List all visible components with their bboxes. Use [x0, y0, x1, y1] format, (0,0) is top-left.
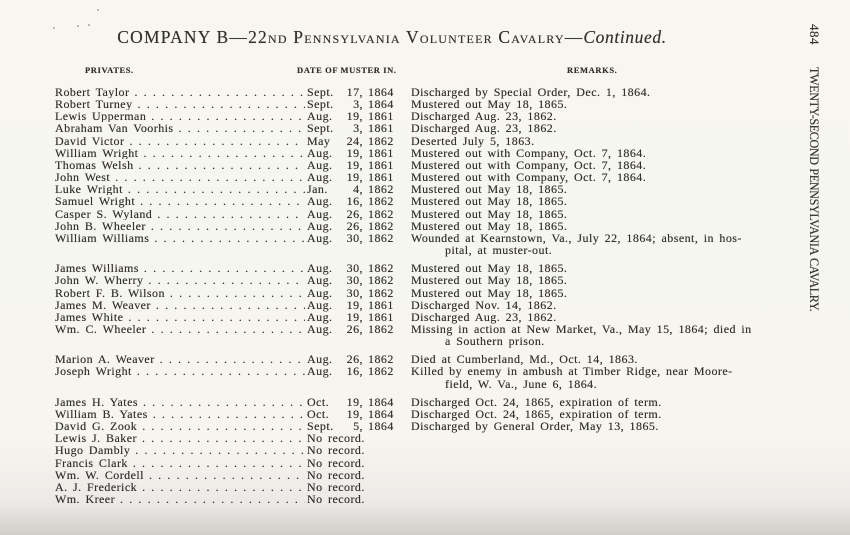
muster-date-cell: [307, 287, 404, 299]
muster-date-year: 1862: [368, 352, 394, 367]
table-row: [55, 208, 815, 220]
dot-leader: [144, 262, 305, 274]
muster-date-year: 1861: [368, 297, 394, 312]
muster-date-month: Aug.: [307, 230, 333, 245]
muster-date-year: 1864: [368, 394, 394, 409]
muster-date-year: 1861: [368, 109, 394, 124]
private-name: John W. Wherry: [55, 274, 144, 287]
remark-text-continued: pital, at muster-out.: [445, 243, 553, 258]
table-row: [55, 287, 815, 299]
muster-date-year: 1862: [368, 182, 394, 197]
muster-date-month: Sept.: [307, 97, 334, 112]
muster-date-year: 1864: [368, 97, 394, 112]
private-name: Robert Taylor: [55, 86, 130, 99]
muster-date-cell: [307, 122, 404, 134]
dot-leader: [129, 135, 305, 147]
muster-date-day: 19 ,: [344, 110, 363, 122]
paper-speck: [88, 24, 90, 26]
muster-date-month: Aug.: [307, 352, 333, 367]
muster-date-month: Aug.: [307, 194, 333, 209]
dot-leader: [149, 469, 305, 481]
margin-running-title: TWENTY-SECOND PENNSYLVANIA CAVALRY.: [807, 67, 821, 312]
private-name: Joseph Wright: [55, 365, 132, 378]
no-record-text: No record.: [307, 431, 365, 446]
no-record-text: No record.: [307, 467, 365, 482]
remark-text: Deserted July 5, 1863.: [411, 133, 535, 148]
muster-date-month: Aug.: [307, 145, 333, 160]
private-name: James M. Weaver: [55, 298, 151, 311]
dot-leader: [133, 457, 305, 469]
remark-text: Mustered out with Company, Oct. 7, 1864.: [411, 145, 647, 160]
private-name-cell: [55, 274, 307, 286]
table-row: [55, 299, 815, 311]
muster-date-cell: [307, 457, 404, 469]
private-name-cell: [55, 86, 307, 98]
remarks-cell: [404, 135, 815, 147]
remark-text: Mustered out May 18, 1865.: [411, 285, 568, 300]
remarks-cell: [404, 365, 815, 389]
dot-leader: [139, 159, 305, 171]
muster-date-day: 17 ,: [344, 86, 363, 98]
private-name-cell: [55, 420, 307, 432]
private-name: William B. Yates: [55, 407, 148, 421]
muster-date-day: 19 ,: [344, 147, 363, 159]
private-name: David Victor: [55, 134, 125, 147]
muster-date-cell: [307, 195, 404, 207]
muster-date-day: 19 ,: [344, 159, 363, 171]
no-record-text: No record.: [307, 443, 365, 458]
remark-text: Mustered out with Company, Oct. 7, 1864.: [411, 157, 647, 172]
private-name-cell: [55, 135, 307, 147]
private-name: James H. Yates: [55, 395, 138, 408]
private-name: A. J. Frederick: [55, 480, 138, 493]
dot-leader: [143, 147, 305, 159]
private-name-cell: [55, 147, 307, 159]
no-record-text: No record.: [307, 455, 365, 470]
muster-date-month: Aug.: [307, 297, 333, 312]
table-row: [55, 365, 815, 389]
private-name: Thomas Welsh: [55, 158, 134, 172]
table-row: [55, 323, 815, 347]
muster-date-day: 19 ,: [344, 396, 363, 408]
remark-text: Killed by enemy in ambush at Timber Ridge, near Moore-: [411, 364, 733, 379]
muster-date-day: 5 ,: [344, 420, 363, 432]
table-row: [55, 195, 815, 207]
remark-text: Discharged by General Order, May 13, 1865.: [411, 419, 659, 434]
no-record-text: No record.: [307, 479, 365, 494]
muster-date-cell: [307, 365, 404, 377]
private-name-cell: [55, 323, 307, 335]
muster-date-year: 1862: [368, 133, 394, 148]
muster-date-cell: [307, 135, 404, 147]
muster-date-day: 26 ,: [344, 353, 363, 365]
page-title: [30, 27, 754, 48]
private-name-cell: [55, 493, 307, 505]
muster-date-cell: [307, 493, 404, 505]
page-number: 484: [807, 24, 822, 45]
muster-date-month: Oct.: [307, 394, 330, 409]
muster-date-year: 1862: [368, 285, 394, 300]
muster-date-month: May: [307, 133, 331, 148]
remark-text: Mustered out May 18, 1865.: [411, 261, 568, 276]
private-name: Abraham Van Voorhis: [55, 122, 174, 135]
dot-leader: [128, 183, 305, 195]
remark-text: Discharged Aug. 23, 1862.: [411, 121, 557, 136]
private-name: Samuel Wright: [55, 195, 136, 208]
remark-text: Discharged Oct. 24, 1865, expiration of term.: [411, 406, 662, 421]
table-row: [55, 135, 815, 147]
no-record-text: No record.: [307, 492, 365, 506]
private-name-cell: [55, 220, 307, 232]
muster-date-year: 1862: [368, 218, 394, 233]
muster-date-day: 3 ,: [344, 98, 363, 110]
muster-date-month: Aug.: [307, 109, 333, 124]
private-name: Lewis Upperman: [55, 110, 147, 123]
remark-text: Discharged Aug. 23, 1862.: [411, 309, 557, 324]
muster-date-year: 1861: [368, 170, 394, 185]
muster-date-day: 4 ,: [344, 183, 363, 195]
muster-date-cell: [307, 274, 404, 286]
remark-text-continued: field, W. Va., June 6, 1864.: [445, 376, 598, 391]
muster-date-month: Aug.: [307, 261, 333, 276]
private-name-cell: [55, 110, 307, 122]
private-name-cell: [55, 469, 307, 481]
muster-date-day: 30 ,: [344, 274, 363, 286]
dot-leader: [153, 408, 305, 420]
remark-text: Mustered out with Company, Oct. 7, 1864.: [411, 170, 647, 185]
remarks-cell: [404, 122, 815, 134]
muster-date-day: 19 ,: [344, 299, 363, 311]
private-name-cell: [55, 195, 307, 207]
private-name-cell: [55, 171, 307, 183]
dot-leader: [179, 122, 305, 134]
muster-date-year: 1864: [368, 406, 394, 421]
dot-leader: [143, 396, 305, 408]
muster-date-month: Aug.: [307, 170, 333, 185]
private-name-cell: [55, 432, 307, 444]
muster-date-cell: [307, 232, 404, 244]
muster-date-day: 3 ,: [344, 122, 363, 134]
remark-text: Missing in action at New Market, Va., May 15, 1864; died in: [411, 321, 752, 336]
muster-date-year: 1861: [368, 145, 394, 160]
dot-leader: [160, 353, 305, 365]
private-name: Francis Clark: [55, 456, 128, 469]
muster-date-year: 1861: [368, 157, 394, 172]
muster-date-day: 19 ,: [344, 171, 363, 183]
dot-leader: [142, 481, 305, 493]
muster-date-month: Aug.: [307, 218, 333, 233]
remarks-cell: [404, 208, 815, 220]
muster-date-year: 1862: [368, 261, 394, 276]
remark-text: Mustered out May 18, 1865.: [411, 194, 568, 209]
muster-date-year: 1861: [368, 309, 394, 324]
page-title-continued: Continued.: [583, 27, 667, 47]
remark-text: Discharged by Special Order, Dec. 1, 1864.: [411, 85, 651, 99]
table-row: [55, 232, 815, 256]
private-name-cell: [55, 232, 307, 244]
muster-date-day: 24 ,: [344, 135, 363, 147]
remark-text: Mustered out May 18, 1865.: [411, 182, 568, 197]
dot-leader: [154, 232, 305, 244]
private-name: James Williams: [55, 262, 139, 275]
muster-date-cell: [307, 208, 404, 220]
muster-date-day: 26 ,: [344, 323, 363, 335]
private-name: John West: [55, 171, 111, 184]
private-name: Robert F. B. Wilson: [55, 286, 165, 299]
table-row: [55, 493, 815, 505]
remarks-cell: [404, 299, 815, 311]
muster-date-day: 30 ,: [344, 262, 363, 274]
table-row: [55, 122, 815, 134]
private-name: David G. Zook: [55, 420, 138, 433]
muster-date-day: 30 ,: [344, 287, 363, 299]
dot-leader: [120, 493, 305, 505]
muster-date-year: 1862: [368, 273, 394, 288]
dot-leader: [134, 86, 305, 98]
private-name: Wm. C. Wheeler: [55, 322, 147, 336]
table-row: [55, 432, 815, 444]
private-name-cell: [55, 408, 307, 420]
muster-date-month: Aug.: [307, 321, 333, 336]
dot-leader: [140, 195, 305, 207]
muster-date-month: Aug.: [307, 157, 333, 172]
private-name: William Wright: [55, 146, 139, 159]
private-name: Lewis J. Baker: [55, 432, 137, 445]
muster-date-cell: [307, 323, 404, 335]
right-margin: [806, 0, 832, 535]
dot-leader: [137, 365, 305, 377]
muster-date-month: Aug.: [307, 309, 333, 324]
muster-date-month: Aug.: [307, 273, 333, 288]
private-name: Wm. Kreer: [55, 493, 116, 506]
muster-date-day: 16 ,: [344, 195, 363, 207]
remark-text: Discharged Aug. 23, 1862.: [411, 109, 557, 124]
dot-leader: [170, 287, 305, 299]
muster-date-day: 30 ,: [344, 232, 363, 244]
muster-date-month: Aug.: [307, 206, 333, 221]
dot-leader: [138, 98, 305, 110]
remarks-cell: [404, 323, 815, 347]
table-row: [55, 469, 815, 481]
paper-speck: [97, 9, 99, 11]
remark-text: Wounded at Kearnstown, Va., July 22, 1864; absent, in hos-: [411, 230, 742, 245]
table-row: [55, 481, 815, 493]
muster-date-day: 19 ,: [344, 311, 363, 323]
private-name-cell: [55, 98, 307, 110]
private-name-cell: [55, 183, 307, 195]
muster-date-day: 26 ,: [344, 220, 363, 232]
page-title-main: COMPANY B—22nd Pennsylvania Volunteer Cavalry—: [117, 27, 584, 47]
roster-table-body: [55, 86, 815, 505]
muster-date-year: 1864: [368, 85, 394, 99]
private-name: Wm. W. Cordell: [55, 468, 144, 481]
remark-text: Discharged Oct. 24, 1865, expiration of term.: [411, 394, 662, 409]
private-name-cell: [55, 122, 307, 134]
muster-date-day: 16 ,: [344, 365, 363, 377]
private-name-cell: [55, 299, 307, 311]
private-name-cell: [55, 159, 307, 171]
dot-leader: [135, 444, 305, 456]
dot-leader: [156, 299, 305, 311]
dot-leader: [142, 420, 305, 432]
dot-leader: [115, 171, 305, 183]
private-name-cell: [55, 311, 307, 323]
remarks-cell: [404, 232, 815, 256]
muster-date-year: 1862: [368, 321, 394, 336]
table-row: [55, 420, 815, 432]
dot-leader: [142, 432, 305, 444]
private-name: Luke Wright: [55, 183, 123, 196]
private-name: Robert Turney: [55, 98, 133, 111]
remark-text: Mustered out May 18, 1865.: [411, 218, 568, 233]
private-name-cell: [55, 353, 307, 365]
private-name-cell: [55, 481, 307, 493]
dot-leader: [157, 208, 305, 220]
remarks-cell: [404, 420, 815, 432]
remark-text-continued: a Southern prison.: [445, 334, 545, 349]
private-name-cell: [55, 457, 307, 469]
remark-text: Mustered out May 18, 1865.: [411, 97, 568, 112]
muster-date-year: 1861: [368, 121, 394, 136]
muster-date-year: 1862: [368, 230, 394, 245]
muster-date-year: 1862: [368, 364, 394, 379]
private-name-cell: [55, 208, 307, 220]
muster-date-year: 1862: [368, 206, 394, 221]
dot-leader: [151, 220, 305, 232]
private-name: William Williams: [55, 231, 150, 245]
dot-leader: [128, 311, 305, 323]
table-row: [55, 457, 815, 469]
muster-date-month: Aug.: [307, 285, 333, 300]
table-row: [55, 274, 815, 286]
muster-date-day: 19 ,: [344, 408, 363, 420]
private-name-cell: [55, 365, 307, 377]
private-name: Hugo Dambly: [55, 444, 131, 457]
remark-text: Mustered out May 18, 1865.: [411, 206, 568, 221]
remark-text: Discharged Nov. 14, 1862.: [411, 297, 557, 312]
remark-text: Died at Cumberland, Md., Oct. 14, 1863.: [411, 352, 638, 367]
remarks-cell: [404, 195, 815, 207]
column-headers: [0, 65, 850, 77]
muster-date-cell: [307, 444, 404, 456]
private-name: Casper S. Wyland: [55, 207, 153, 220]
muster-date-month: Aug.: [307, 364, 333, 379]
remarks-cell: [404, 287, 815, 299]
muster-date-month: Sept.: [307, 85, 334, 99]
column-header-muster-date: DATE OF MUSTER IN.: [297, 65, 397, 75]
muster-date-month: Sept.: [307, 121, 334, 136]
muster-date-month: Sept.: [307, 419, 334, 434]
muster-date-year: 1862: [368, 194, 394, 209]
muster-date-month: Jan.: [307, 182, 328, 197]
dot-leader: [151, 323, 305, 335]
table-row: [55, 444, 815, 456]
private-name: James White: [55, 310, 124, 323]
remarks-cell: [404, 274, 815, 286]
column-header-remarks: REMARKS.: [567, 65, 618, 75]
muster-date-month: Oct.: [307, 406, 330, 421]
private-name: Marion A. Weaver: [55, 353, 155, 366]
private-name-cell: [55, 396, 307, 408]
remark-text: Mustered out May 18, 1865.: [411, 273, 568, 288]
muster-date-year: 1864: [368, 419, 394, 434]
private-name: John B. Wheeler: [55, 219, 146, 232]
muster-date-cell: [307, 299, 404, 311]
muster-date-day: 26 ,: [344, 208, 363, 220]
private-name-cell: [55, 262, 307, 274]
column-header-privates: PRIVATES.: [85, 65, 134, 75]
private-name-cell: [55, 444, 307, 456]
dot-leader: [151, 110, 305, 122]
dot-leader: [148, 274, 305, 286]
private-name-cell: [55, 287, 307, 299]
